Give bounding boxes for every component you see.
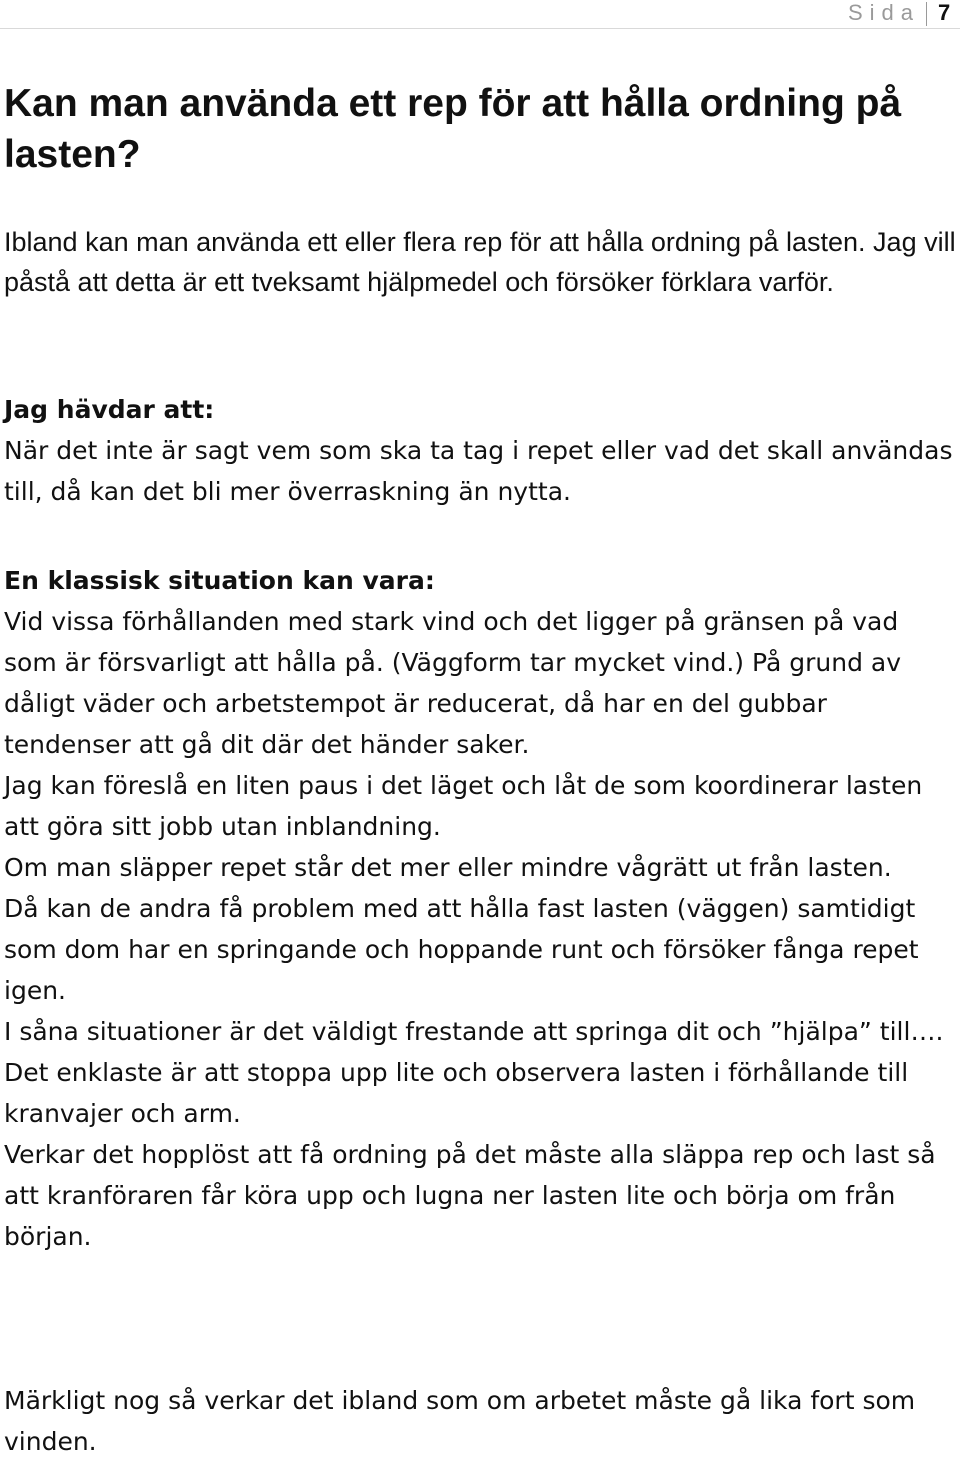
page-header	[0, 0, 960, 29]
page-separator	[926, 2, 927, 26]
closing-paragraph: Märkligt nog så verkar det ibland som om arbetet måste gå lika fort som vinden.	[4, 1386, 916, 1456]
claim-section	[4, 389, 956, 512]
situation-paragraph: Verkar det hopplöst att få ordning på det måste alla släppa rep och last så att kranföraren får köra upp och lugna ner lasten lite och börja om från början.	[4, 1140, 936, 1251]
page-number: 7	[938, 0, 951, 25]
article-title: Kan man använda ett rep för att hålla ordning på lasten?	[4, 82, 902, 176]
page-label: Sida	[847, 0, 920, 25]
situation-paragraph: Då kan de andra få problem med att hålla fast lasten (väggen) samtidigt som dom har en springande och hoppande runt och försöker fånga repet igen.	[4, 894, 919, 1005]
situation-paragraph: Vid vissa förhållanden med stark vind och det ligger på gränsen på vad som är försvarligt att hålla på. (Väggform tar mycket vind.) På grund av dåligt väder och arbetstempot är reducerat, då har en del gubbar tendenser att gå dit där det händer saker.	[4, 607, 901, 759]
intro-paragraph: Ibland kan man använda ett eller flera rep för att hålla ordning på lasten. Jag vill påstå att detta är ett tveksamt hjälpmedel och försöker förklara varför.	[4, 227, 956, 297]
claim-heading: Jag hävdar att:	[4, 395, 215, 424]
situation-paragraph: Om man släpper repet står det mer eller mindre vågrätt ut från lasten.	[4, 853, 892, 882]
situation-paragraph: Jag kan föreslå en liten paus i det läget och låt de som koordinerar lasten att göra sitt jobb utan inblandning.	[4, 771, 923, 841]
claim-text: När det inte är sagt vem som ska ta tag i repet eller vad det skall användas till, då kan det bli mer överraskning än nytta.	[4, 436, 953, 506]
situation-section	[4, 560, 956, 1257]
situation-paragraph: Det enklaste är att stoppa upp lite och observera lasten i förhållande till kranvajer och arm.	[4, 1058, 909, 1128]
situation-paragraph: I såna situationer är det väldigt frestande att springa dit och ”hjälpa” till….	[4, 1017, 944, 1046]
situation-heading: En klassisk situation kan vara:	[4, 566, 435, 595]
